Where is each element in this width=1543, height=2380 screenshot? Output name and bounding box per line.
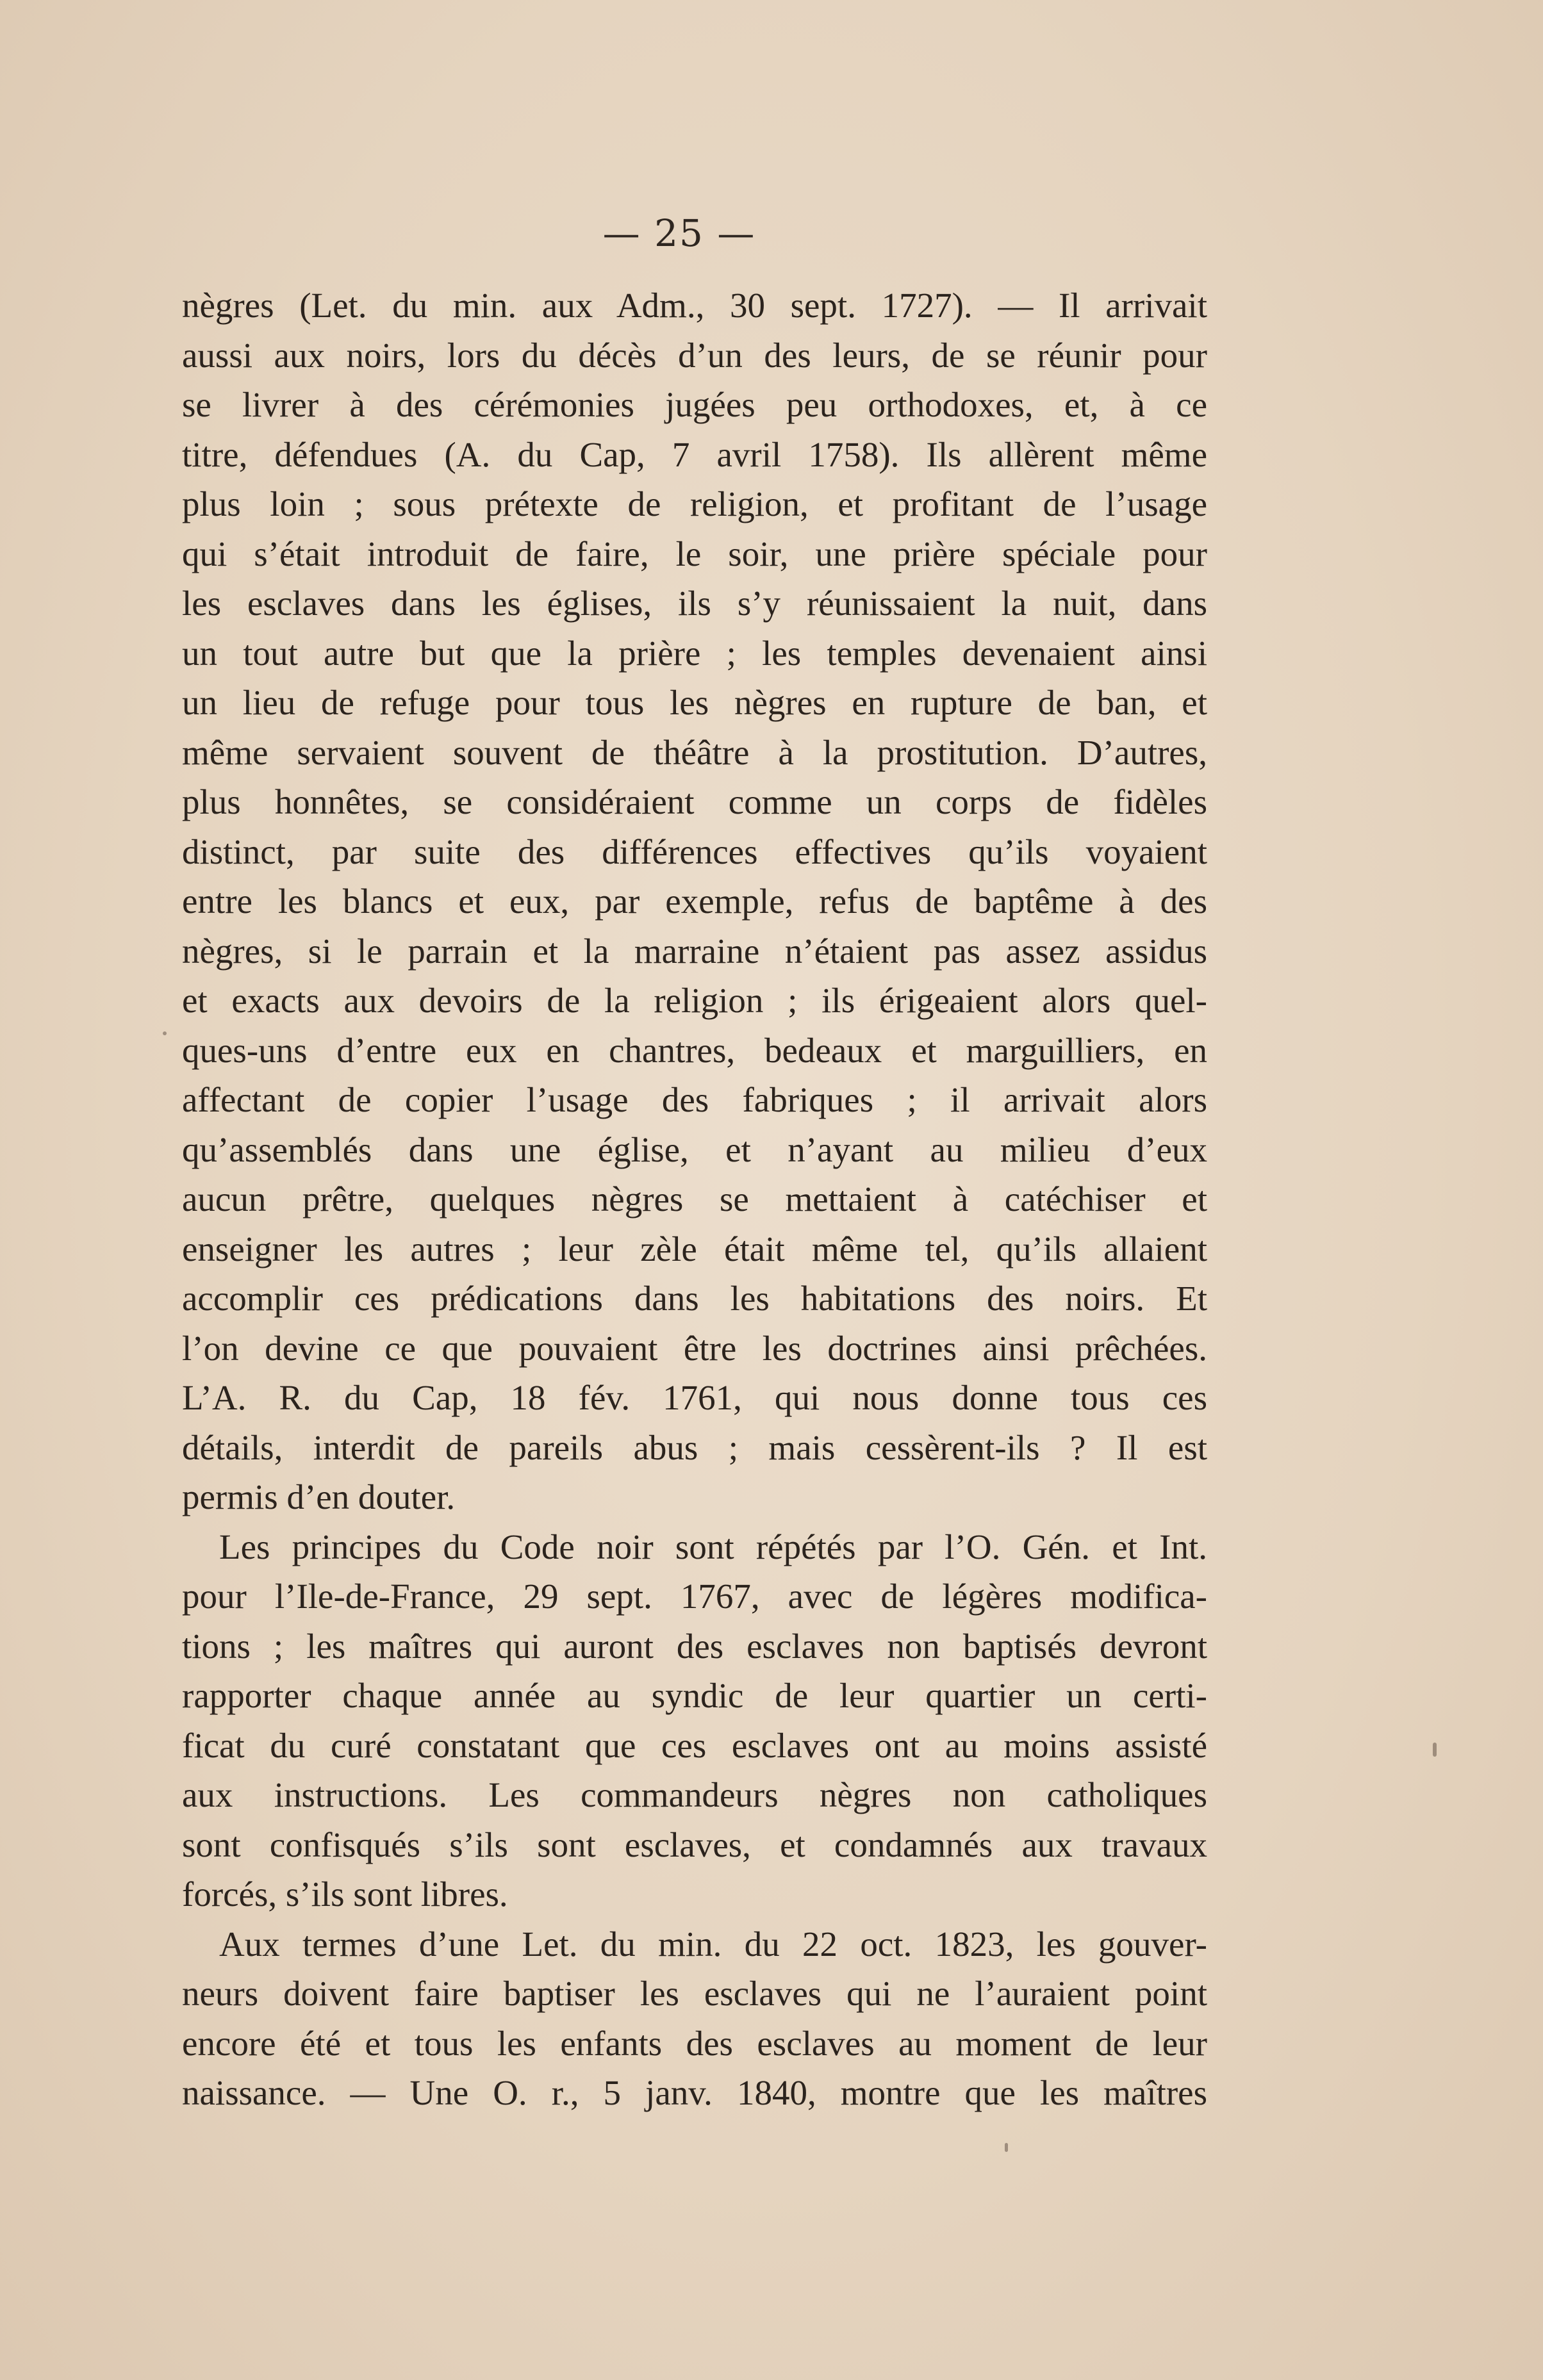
text-line: même servaient souvent de théâtre à la prostitution. D’autres,	[182, 732, 1207, 772]
text-line: les esclaves dans les églises, ils s’y réunissaient la nuit, dans	[182, 584, 1207, 623]
text-line: rapporter chaque année au syndic de leur quartier un certi-	[182, 1676, 1207, 1715]
text-line: qu’assemblés dans une église, et n’ayant au milieu d’eux	[182, 1129, 1207, 1169]
text-line: l’on devine ce que pouvaient être les doctrines ainsi prêchées.	[182, 1328, 1207, 1368]
text-line: accomplir ces prédications dans les habitations des noirs. Et	[182, 1279, 1207, 1318]
text-line: ficat du curé constatant que ces esclaves ont au moins assisté	[182, 1725, 1207, 1765]
text-line: titre, défendues (A. du Cap, 7 avril 1758). Ils allèrent même	[182, 434, 1207, 474]
text-line: permis d’en douter.	[182, 1477, 456, 1516]
text-line: aucun prêtre, quelques nègres se mettaient à catéchiser et	[182, 1179, 1207, 1219]
text-line: tions ; les maîtres qui auront des esclaves non baptisés devront	[182, 1626, 1207, 1666]
text-line: qui s’était introduit de faire, le soir, une prière spéciale pour	[182, 534, 1207, 573]
text-line: détails, interdit de pareils abus ; mais cessèrent-ils ? Il est	[182, 1427, 1207, 1467]
paper-speck	[1433, 1743, 1437, 1757]
text-line: pour l’Ile-de-France, 29 sept. 1767, avec de légères modifica-	[182, 1577, 1207, 1616]
text-line: sont confisqués s’ils sont esclaves, et condamnés aux travaux	[182, 1825, 1207, 1864]
text-line: aux instructions. Les commandeurs nègres non catholiques	[182, 1775, 1207, 1814]
text-line: neurs doivent faire baptiser les esclaves qui ne l’auraient point	[182, 1974, 1207, 2013]
text-line: forcés, s’ils sont libres.	[182, 1875, 508, 1914]
text-line: un lieu de refuge pour tous les nègres en rupture de ban, et	[182, 683, 1207, 722]
body-text	[182, 281, 1207, 2118]
page-number: — 25 —	[602, 211, 756, 255]
paper-speck	[1005, 2143, 1008, 2152]
text-line: Aux termes d’une Let. du min. du 22 oct. 1823, les gouver-	[219, 1924, 1207, 1964]
text-line: encore été et tous les enfants des esclaves au moment de leur	[182, 2023, 1207, 2063]
text-line: plus honnêtes, se considéraient comme un corps de fidèles	[182, 782, 1207, 821]
text-line: naissance. — Une O. r., 5 janv. 1840, montre que les maîtres	[182, 2073, 1207, 2112]
text-line: nègres (Let. du min. aux Adm., 30 sept. 1727). — Il arrivait	[182, 286, 1207, 325]
text-line: et exacts aux devoirs de la religion ; ils érigeaient alors quel-	[182, 981, 1207, 1020]
text-line: distinct, par suite des différences effectives qu’ils voyaient	[182, 832, 1207, 871]
text-line: affectant de copier l’usage des fabriques ; il arrivait alors	[182, 1080, 1207, 1119]
text-line: nègres, si le parrain et la marraine n’étaient pas assez assidus	[182, 931, 1207, 971]
text-line: plus loin ; sous prétexte de religion, et profitant de l’usage	[182, 484, 1207, 523]
paper-speck	[163, 1031, 167, 1035]
text-line: Les principes du Code noir sont répétés par l’O. Gén. et Int.	[219, 1527, 1207, 1566]
text-line: se livrer à des cérémonies jugées peu orthodoxes, et, à ce	[182, 385, 1207, 424]
text-line: entre les blancs et eux, par exemple, refus de baptême à des	[182, 882, 1207, 921]
text-line: L’A. R. du Cap, 18 fév. 1761, qui nous donne tous ces	[182, 1378, 1207, 1417]
text-line: aussi aux noirs, lors du décès d’un des leurs, de se réunir pour	[182, 335, 1207, 375]
text-line: ques-uns d’entre eux en chantres, bedeaux et marguilliers, en	[182, 1030, 1207, 1070]
text-line: enseigner les autres ; leur zèle était même tel, qu’ils allaient	[182, 1229, 1207, 1268]
text-line: un tout autre but que la prière ; les temples devenaient ainsi	[182, 633, 1207, 673]
